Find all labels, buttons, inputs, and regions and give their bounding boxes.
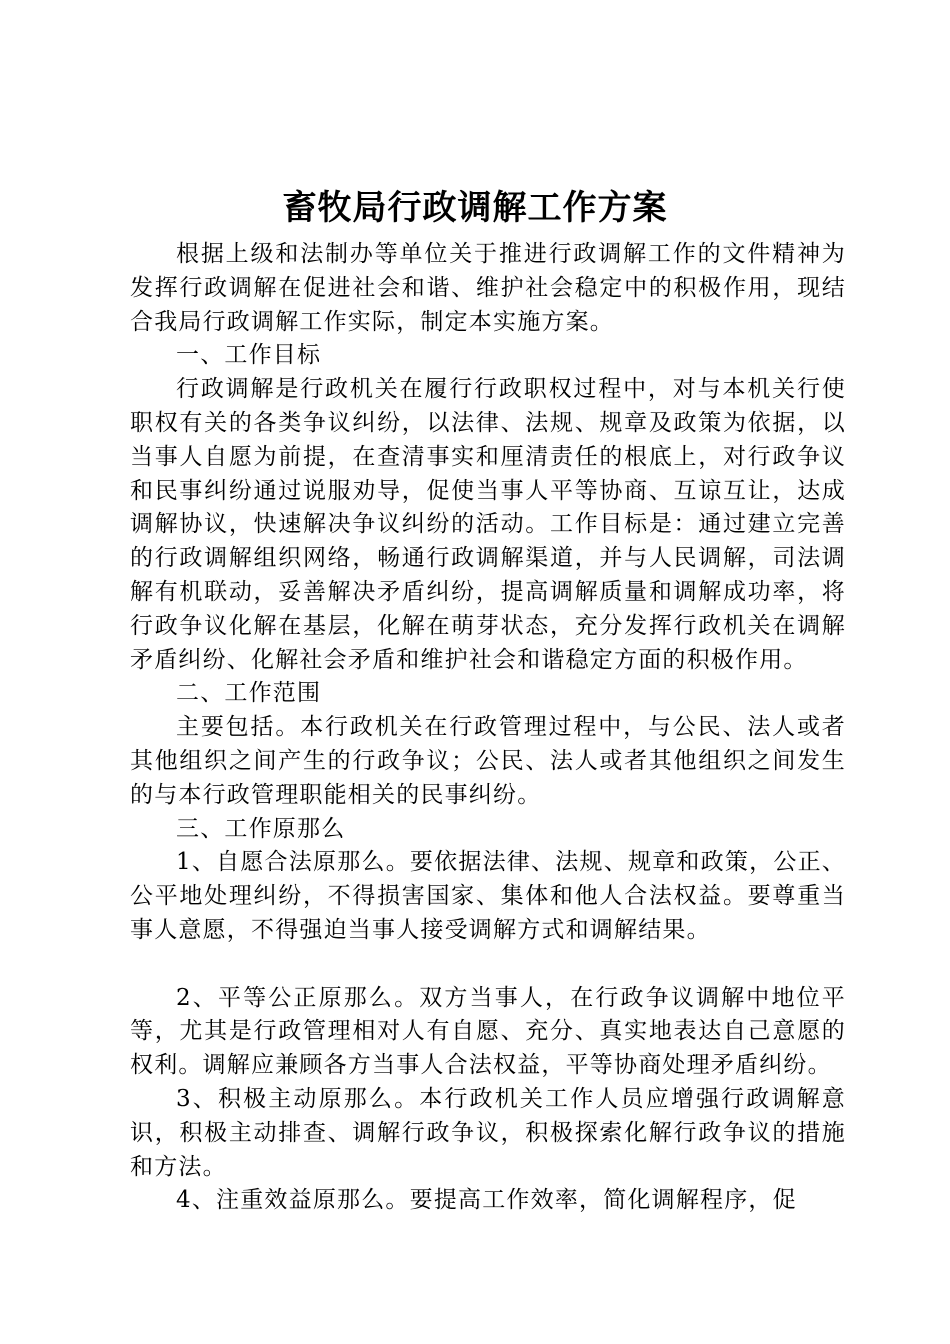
section-heading-scope: 二、工作范围 [176, 680, 322, 707]
principle-3-paragraph: 3、积极主动原那么。本行政机关工作人员应增强行政调解意识，积极主动排查、调解行政争议，积极探索化解行政争议的措施和方法。 [130, 1085, 846, 1180]
goals-paragraph: 行政调解是行政机关在履行行政职权过程中，对与本机关行使职权有关的各类争议纠纷，以法律、法规、规章及政策为依据，以当事人自愿为前提，在查清事实和厘清责任的根底上，对行政争议和民事纠纷通过说服劝导，促使当事人平等协商、互谅互让，达成调解协议，快速解决争议纠纷的活动。工作目标是：通过建立完善的行政调解组织网络，畅通行政调解渠道，并与人民调解，司法调解有机联动，妥善解决矛盾纠纷，提高调解质量和调解成功率，将行政争议化解在基层，化解在萌芽状态，充分发挥行政机关在调解矛盾纠纷、化解社会矛盾和维护社会和谐稳定方面的积极作用。 [130, 376, 846, 673]
intro-paragraph: 根据上级和法制办等单位关于推进行政调解工作的文件精神为发挥行政调解在促进社会和谐、维护社会稳定中的积极作用，现结合我局行政调解工作实际，制定本实施方案。 [130, 241, 846, 335]
section-heading-principles: 三、工作原那么 [176, 815, 346, 842]
scope-paragraph: 主要包括。本行政机关在行政管理过程中，与公民、法人或者其他组织之间产生的行政争议；公民、法人或者其他组织之间发生的与本行政管理职能相关的民事纠纷。 [130, 714, 846, 808]
principle-4-paragraph: 4、注重效益原那么。要提高工作效率，简化调解程序，促 [176, 1187, 797, 1214]
blank-line [130, 948, 846, 982]
principle-2-paragraph: 2、平等公正原那么。双方当事人，在行政争议调解中地位平等，尤其是行政管理相对人有自愿、充分、真实地表达自己意愿的权利。调解应兼顾各方当事人合法权益，平等协商处理矛盾纠纷。 [130, 984, 846, 1079]
principle-1-paragraph: 1、自愿合法原那么。要依据法律、法规、规章和政策，公正、公平地处理纠纷，不得损害国家、集体和他人合法权益。要尊重当事人意愿，不得强迫当事人接受调解方式和调解结果。 [130, 849, 846, 943]
section-heading-goals: 一、工作目标 [176, 342, 322, 369]
document-body [130, 238, 846, 1218]
document-title: 畜牧局行政调解工作方案 [282, 188, 668, 228]
